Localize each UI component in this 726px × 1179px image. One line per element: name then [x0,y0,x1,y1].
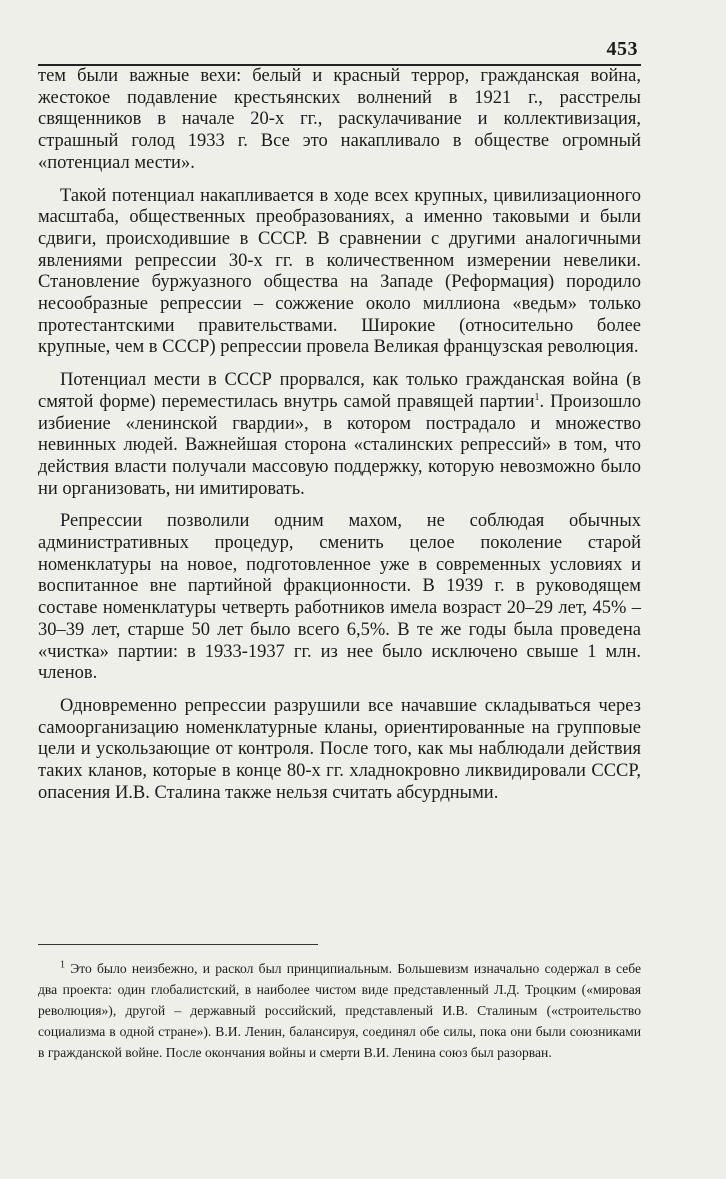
footnote [38,958,641,1063]
paragraph-3-text-before-note: Потенциал мести в СССР прорвался, как только гражданская война (в смятой форме) переместилась внутрь самой правящей партии [38,370,641,412]
paragraph-3 [38,370,641,500]
page-number: 453 [606,38,638,60]
paragraph-4: Репрессии позволили одним махом, не соблюдая обычных административных процедур, сменить целое поколение старой номенклатуры на новое, подготовленное уже в современных условиях и воспитанное вне партийной фракционности. В 1939 г. в руководящем составе номенклатуры четверть работников имела возраст 20–29 лет, 45% – 30–39 лет, старше 50 лет было всего 6,5%. В те же годы была проведена «чистка» партии: в 1933-1937 гг. из нее было исключено свыше 1 млн. членов. [38,511,641,684]
main-text [38,66,641,805]
paragraph-1: тем были важные вехи: белый и красный террор, гражданская война, жестокое подавление крестьянских волнений в 1921 г., расстрелы священников в начале 20-х гг., раскулачивание и коллективизация, страшный голод 1933 г. Все это накапливало в обществе огромный «потенциал мести». [38,66,641,173]
footnote-reference[interactable]: 1 [534,391,540,403]
footnote-mark: 1 [60,959,65,971]
paragraph-3-text-after-note: . Произошло избиение «ленинской гвардии», в котором пострадало и множество невинных людей. Важнейшая сторона «сталинских репрессий» в том, что действия власти получали массовую поддержку, которую невозможно было ни организовать, ни имитировать. [38,391,642,499]
paragraph-2: Такой потенциал накапливается в ходе всех крупных, цивилизационного масштаба, общественных преобразованиях, а именно таковыми и были сдвиги, происходившие в СССР. В сравнении с другими аналогичными явлениями репрессии 30-х гг. в количественном измерении невелики. Становление буржуазного общества на Западе (Реформация) породило несообразные репрессии – сожжение около миллиона «ведьм» только протестантскими правительствами. Широкие (относительно более крупные, чем в СССР) репрессии провела Великая французская революция. [38,185,641,358]
footnote-text: Это было неизбежно, и раскол был принципиальным. Большевизм изначально содержал в себе два проекта: один глобалистский, в наиболее чистом виде представленный Л.Д. Троцким («мировая революция»), другой – державный российский, представленый И.В. Сталиным («строительство социализма в одной стране»). В.И. Ленин, балансируя, соединял обе силы, пока они были союзниками в гражданской войне. После окончания войны и смерти В.И. Ленина союз был разорван. [38,961,641,1060]
footnote-separator [38,944,318,945]
paragraph-5: Одновременно репрессии разрушили все начавшие складываться через самоорганизацию номенклатурные кланы, ориентированные на групповые цели и ускользающие от контроля. После того, как мы наблюдали действия таких кланов, которые в конце 80-х гг. хладнокровно ликвидировали СССР, опасения И.В. Сталина также нельзя считать абсурдными. [38,695,641,803]
